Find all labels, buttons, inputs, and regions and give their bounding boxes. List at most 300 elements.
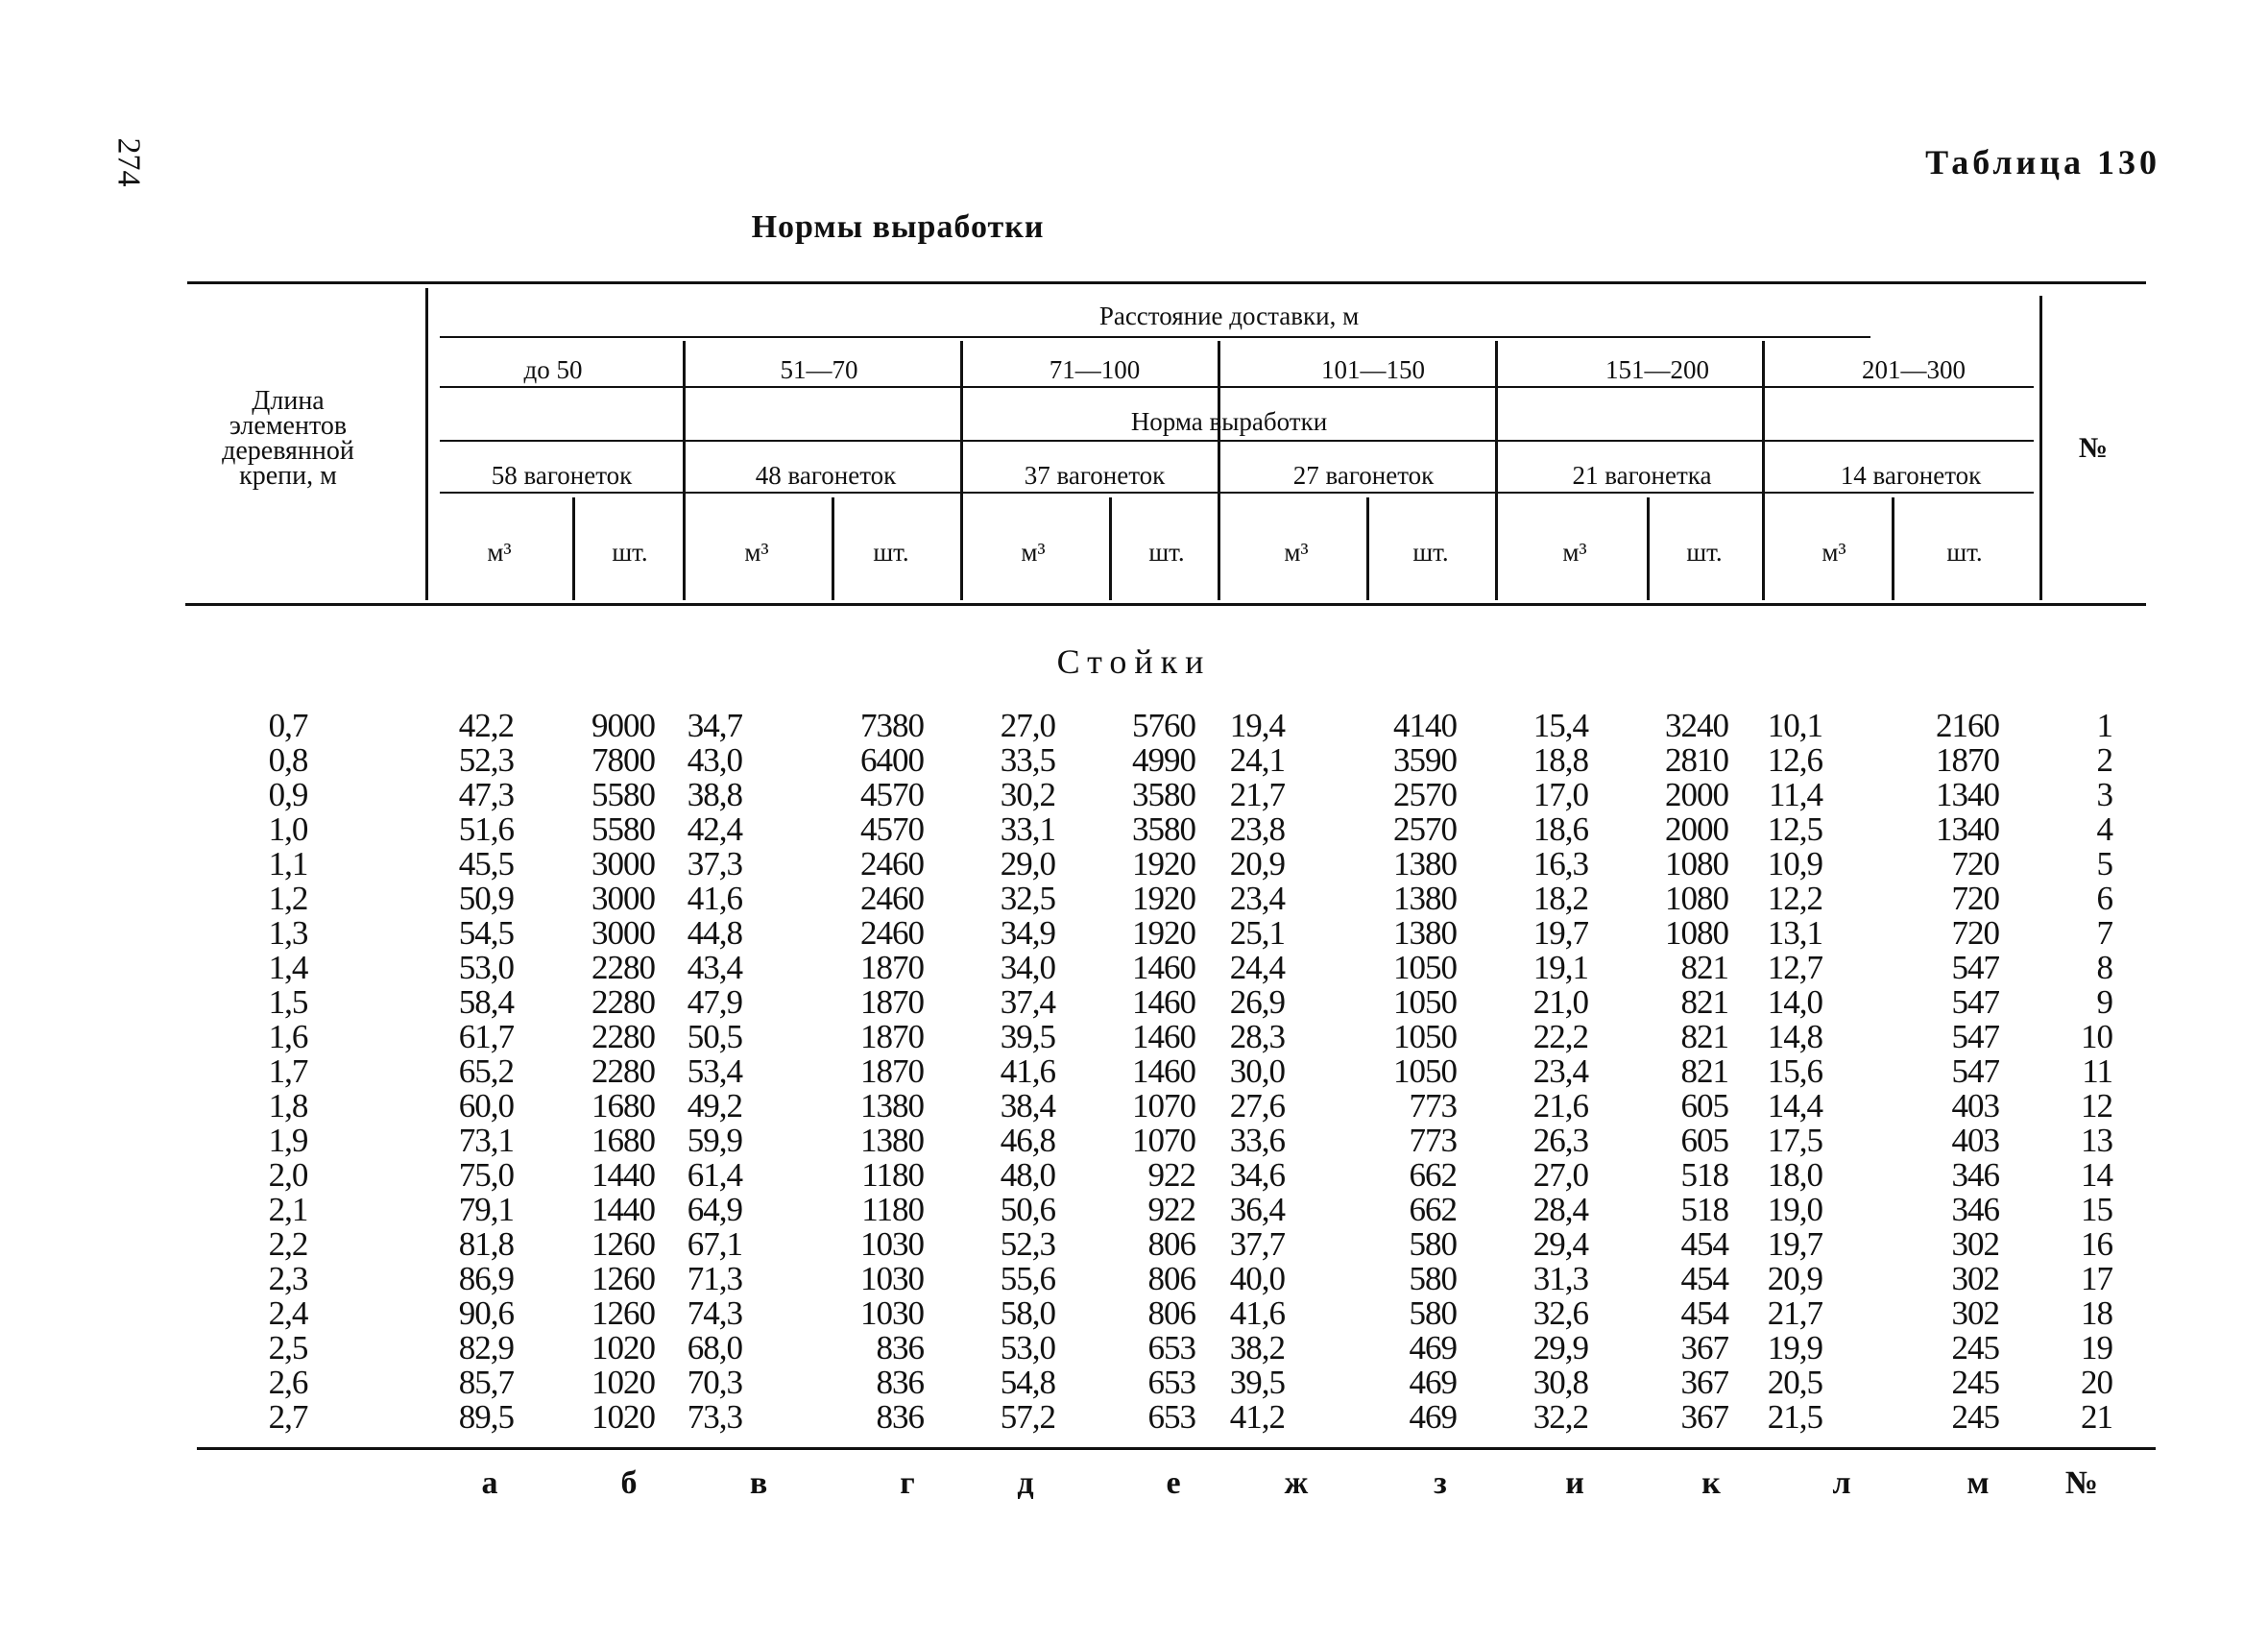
value-cell: 12,7 [1767, 949, 1822, 986]
value-cell: 41,6 [1229, 1294, 1285, 1332]
row-length: 1,1 [268, 845, 308, 882]
value-cell: 302 [1951, 1260, 1999, 1297]
unit-m3: м³ [487, 538, 512, 567]
value-cell: 21,7 [1229, 776, 1285, 813]
value-cell: 1380 [860, 1122, 924, 1159]
value-cell: 31,3 [1532, 1260, 1588, 1297]
value-cell: 367 [1680, 1329, 1728, 1366]
value-cell: 82,9 [458, 1329, 514, 1366]
row-length: 2,5 [268, 1329, 308, 1366]
value-cell: 73,3 [687, 1398, 742, 1436]
value-cell: 42,2 [458, 707, 514, 744]
value-cell: 4570 [860, 810, 924, 848]
column-key: з [1434, 1465, 1447, 1501]
column-key: и [1565, 1465, 1584, 1501]
value-cell: 1380 [1393, 880, 1457, 917]
table-row [0, 1020, 2268, 1054]
value-cell: 1380 [1393, 914, 1457, 952]
row-number: 12 [2081, 1087, 2112, 1124]
row-number: 6 [2096, 880, 2112, 917]
unit-sht: шт. [1686, 538, 1723, 567]
value-cell: 836 [876, 1329, 924, 1366]
unit-divider [832, 497, 834, 600]
value-cell: 32,2 [1532, 1398, 1588, 1436]
top-rule [187, 281, 2146, 284]
unit-m3: м³ [1021, 538, 1046, 567]
value-cell: 346 [1951, 1191, 1999, 1228]
value-cell: 19,1 [1532, 949, 1588, 986]
table-row [0, 1158, 2268, 1193]
value-cell: 1020 [591, 1329, 655, 1366]
group-divider [683, 341, 686, 600]
unit-divider [1892, 497, 1894, 600]
value-cell: 302 [1951, 1225, 1999, 1263]
value-cell: 7380 [860, 707, 924, 744]
value-cell: 403 [1951, 1122, 1999, 1159]
row-label-header: Длина элементов деревянной крепи, м [222, 386, 354, 491]
value-cell: 1460 [1132, 1052, 1195, 1090]
value-cell: 89,5 [458, 1398, 514, 1436]
unit-sht: шт. [1946, 538, 1983, 567]
value-cell: 30,8 [1532, 1364, 1588, 1401]
row-length: 1,8 [268, 1087, 308, 1124]
value-cell: 580 [1409, 1260, 1457, 1297]
value-cell: 922 [1147, 1191, 1195, 1228]
value-cell: 836 [876, 1364, 924, 1401]
value-cell: 53,0 [458, 949, 514, 986]
unit-sht: шт. [873, 538, 909, 567]
wagons-2: 48 вагонеток [755, 461, 897, 490]
value-cell: 1050 [1393, 983, 1457, 1021]
value-cell: 43,4 [687, 949, 742, 986]
value-cell: 653 [1147, 1364, 1195, 1401]
value-cell: 68,0 [687, 1329, 742, 1366]
value-cell: 19,7 [1767, 1225, 1822, 1263]
value-cell: 2280 [591, 1018, 655, 1055]
row-number: 17 [2081, 1260, 2112, 1297]
value-cell: 47,9 [687, 983, 742, 1021]
distance-1: до 50 [523, 355, 583, 384]
value-cell: 1870 [860, 1052, 924, 1090]
value-cell: 39,5 [1229, 1364, 1285, 1401]
table-row [0, 778, 2268, 812]
value-cell: 14,4 [1767, 1087, 1822, 1124]
value-cell: 469 [1409, 1364, 1457, 1401]
column-key: № [2064, 1465, 2099, 1501]
value-cell: 14,0 [1767, 983, 1822, 1021]
value-cell: 367 [1680, 1398, 1728, 1436]
value-cell: 2280 [591, 949, 655, 986]
value-cell: 1030 [860, 1260, 924, 1297]
row-number: 9 [2096, 983, 2112, 1021]
row-length: 2,3 [268, 1260, 308, 1297]
wagon-bottom-rule [440, 492, 2034, 494]
value-cell: 49,2 [687, 1087, 742, 1124]
unit-sht: шт. [1412, 538, 1449, 567]
value-cell: 1020 [591, 1398, 655, 1436]
value-cell: 52,3 [458, 741, 514, 779]
norm-label: Норма выработки [1130, 407, 1328, 436]
value-cell: 79,1 [458, 1191, 514, 1228]
value-cell: 34,6 [1229, 1156, 1285, 1194]
value-cell: 39,5 [1000, 1018, 1055, 1055]
value-cell: 3580 [1132, 776, 1195, 813]
row-number: 3 [2096, 776, 2112, 813]
value-cell: 580 [1409, 1225, 1457, 1263]
table-row [0, 1227, 2268, 1262]
value-cell: 2280 [591, 983, 655, 1021]
value-cell: 32,5 [1000, 880, 1055, 917]
row-length: 1,2 [268, 880, 308, 917]
value-cell: 50,9 [458, 880, 514, 917]
value-cell: 10,9 [1767, 845, 1822, 882]
column-key: ж [1284, 1465, 1309, 1501]
value-cell: 821 [1680, 949, 1728, 986]
value-cell: 5580 [591, 810, 655, 848]
row-length: 1,3 [268, 914, 308, 952]
row-length: 2,7 [268, 1398, 308, 1436]
value-cell: 46,8 [1000, 1122, 1055, 1159]
unit-sht: шт. [1148, 538, 1185, 567]
value-cell: 806 [1147, 1260, 1195, 1297]
value-cell: 1070 [1132, 1087, 1195, 1124]
row-length: 1,9 [268, 1122, 308, 1159]
value-cell: 1870 [860, 983, 924, 1021]
value-cell: 1030 [860, 1225, 924, 1263]
value-cell: 24,4 [1229, 949, 1285, 986]
value-cell: 547 [1951, 1052, 1999, 1090]
value-cell: 1920 [1132, 914, 1195, 952]
row-length: 1,6 [268, 1018, 308, 1055]
value-cell: 1680 [591, 1087, 655, 1124]
value-cell: 547 [1951, 1018, 1999, 1055]
value-cell: 52,3 [1000, 1225, 1055, 1263]
header-right-divider [2039, 296, 2042, 600]
table-row [0, 1331, 2268, 1366]
value-cell: 806 [1147, 1294, 1195, 1332]
value-cell: 2160 [1936, 707, 1999, 744]
distance-label: Расстояние доставки, м [1098, 302, 1360, 330]
value-cell: 38,8 [687, 776, 742, 813]
row-number: 4 [2096, 810, 2112, 848]
value-cell: 53,4 [687, 1052, 742, 1090]
row-length: 0,9 [268, 776, 308, 813]
value-cell: 64,9 [687, 1191, 742, 1228]
row-number: 11 [2082, 1052, 2112, 1090]
row-number: 13 [2081, 1122, 2112, 1159]
row-number: 16 [2081, 1225, 2112, 1263]
column-key: е [1166, 1465, 1181, 1501]
column-key: д [1017, 1465, 1034, 1501]
value-cell: 245 [1951, 1364, 1999, 1401]
table-row [0, 1262, 2268, 1296]
table-row [0, 1296, 2268, 1331]
group-divider [960, 341, 963, 600]
value-cell: 2570 [1393, 810, 1457, 848]
value-cell: 22,2 [1532, 1018, 1588, 1055]
value-cell: 1870 [1936, 741, 1999, 779]
table-row [0, 985, 2268, 1020]
value-cell: 51,6 [458, 810, 514, 848]
value-cell: 32,6 [1532, 1294, 1588, 1332]
value-cell: 17,5 [1767, 1122, 1822, 1159]
value-cell: 15,6 [1767, 1052, 1822, 1090]
value-cell: 85,7 [458, 1364, 514, 1401]
value-cell: 58,4 [458, 983, 514, 1021]
column-key: л [1832, 1465, 1851, 1501]
value-cell: 18,6 [1532, 810, 1588, 848]
row-length: 2,0 [268, 1156, 308, 1194]
value-cell: 806 [1147, 1225, 1195, 1263]
value-cell: 1180 [861, 1156, 924, 1194]
row-length: 1,4 [268, 949, 308, 986]
value-cell: 367 [1680, 1364, 1728, 1401]
unit-m3: м³ [744, 538, 769, 567]
value-cell: 1340 [1936, 810, 1999, 848]
unit-sht: шт. [612, 538, 648, 567]
value-cell: 1020 [591, 1364, 655, 1401]
table-row [0, 1054, 2268, 1089]
table-label: Таблица 130 [1925, 143, 2160, 181]
value-cell: 605 [1680, 1087, 1728, 1124]
value-cell: 403 [1951, 1087, 1999, 1124]
unit-divider [1647, 497, 1650, 600]
value-cell: 2570 [1393, 776, 1457, 813]
value-cell: 27,0 [1532, 1156, 1588, 1194]
value-cell: 33,6 [1229, 1122, 1285, 1159]
value-cell: 12,2 [1767, 880, 1822, 917]
value-cell: 54,5 [458, 914, 514, 952]
value-cell: 2280 [591, 1052, 655, 1090]
table-row [0, 916, 2268, 951]
value-cell: 469 [1409, 1398, 1457, 1436]
value-cell: 7800 [591, 741, 655, 779]
value-cell: 836 [876, 1398, 924, 1436]
value-cell: 2810 [1665, 741, 1728, 779]
value-cell: 1920 [1132, 845, 1195, 882]
value-cell: 2460 [860, 914, 924, 952]
value-cell: 18,2 [1532, 880, 1588, 917]
value-cell: 33,5 [1000, 741, 1055, 779]
column-key: г [900, 1465, 915, 1501]
row-length: 2,4 [268, 1294, 308, 1332]
value-cell: 1030 [860, 1294, 924, 1332]
value-cell: 58,0 [1000, 1294, 1055, 1332]
row-number: 14 [2081, 1156, 2112, 1194]
value-cell: 19,7 [1532, 914, 1588, 952]
value-cell: 34,9 [1000, 914, 1055, 952]
value-cell: 821 [1680, 1018, 1728, 1055]
distance-5: 151—200 [1605, 355, 1709, 384]
value-cell: 5760 [1132, 707, 1195, 744]
value-cell: 24,1 [1229, 741, 1285, 779]
value-cell: 3000 [591, 845, 655, 882]
value-cell: 454 [1680, 1225, 1728, 1263]
value-cell: 1460 [1132, 983, 1195, 1021]
value-cell: 1440 [591, 1191, 655, 1228]
value-cell: 1380 [860, 1087, 924, 1124]
table-row [0, 882, 2268, 916]
value-cell: 45,5 [458, 845, 514, 882]
unit-divider [1109, 497, 1112, 600]
page-title: Нормы выработки [751, 209, 1045, 245]
column-key: м [1966, 1465, 1990, 1501]
value-cell: 28,3 [1229, 1018, 1285, 1055]
value-cell: 40,0 [1229, 1260, 1285, 1297]
bottom-rule [197, 1447, 2156, 1450]
row-length: 1,0 [268, 810, 308, 848]
value-cell: 33,1 [1000, 810, 1055, 848]
value-cell: 71,3 [687, 1260, 742, 1297]
row-number: 5 [2096, 845, 2112, 882]
value-cell: 20,9 [1767, 1260, 1822, 1297]
value-cell: 28,4 [1532, 1191, 1588, 1228]
value-cell: 1870 [860, 1018, 924, 1055]
value-cell: 41,2 [1229, 1398, 1285, 1436]
value-cell: 36,4 [1229, 1191, 1285, 1228]
table-row [0, 743, 2268, 778]
value-cell: 773 [1409, 1122, 1457, 1159]
value-cell: 653 [1147, 1398, 1195, 1436]
value-cell: 43,0 [687, 741, 742, 779]
value-cell: 13,1 [1767, 914, 1822, 952]
value-cell: 41,6 [687, 880, 742, 917]
value-cell: 65,2 [458, 1052, 514, 1090]
value-cell: 29,0 [1000, 845, 1055, 882]
value-cell: 1050 [1393, 1052, 1457, 1090]
value-cell: 15,4 [1532, 707, 1588, 744]
value-cell: 469 [1409, 1329, 1457, 1366]
table-row [0, 709, 2268, 743]
value-cell: 73,1 [458, 1122, 514, 1159]
value-cell: 245 [1951, 1398, 1999, 1436]
value-cell: 54,8 [1000, 1364, 1055, 1401]
value-cell: 90,6 [458, 1294, 514, 1332]
page-number: 274 [110, 137, 147, 187]
value-cell: 57,2 [1000, 1398, 1055, 1436]
value-cell: 346 [1951, 1156, 1999, 1194]
value-cell: 21,6 [1532, 1087, 1588, 1124]
value-cell: 454 [1680, 1294, 1728, 1332]
row-length: 2,2 [268, 1225, 308, 1263]
value-cell: 1870 [860, 949, 924, 986]
unit-m3: м³ [1562, 538, 1587, 567]
value-cell: 821 [1680, 1052, 1728, 1090]
table-row [0, 1089, 2268, 1124]
wagons-5: 21 вагонетка [1572, 461, 1712, 490]
value-cell: 11,4 [1769, 776, 1822, 813]
value-cell: 34,0 [1000, 949, 1055, 986]
value-cell: 2000 [1665, 776, 1728, 813]
row-length: 0,8 [268, 741, 308, 779]
value-cell: 37,7 [1229, 1225, 1285, 1263]
value-cell: 10,1 [1767, 707, 1822, 744]
distance-2: 51—70 [780, 355, 858, 384]
unit-divider [572, 497, 575, 600]
distance-6: 201—300 [1862, 355, 1966, 384]
value-cell: 20,5 [1767, 1364, 1822, 1401]
distance-bottom-rule [440, 386, 2034, 388]
header-bottom-rule [185, 603, 2146, 606]
value-cell: 48,0 [1000, 1156, 1055, 1194]
value-cell: 653 [1147, 1329, 1195, 1366]
value-cell: 1920 [1132, 880, 1195, 917]
distance-rule [440, 336, 1870, 338]
value-cell: 3580 [1132, 810, 1195, 848]
value-cell: 518 [1680, 1156, 1728, 1194]
value-cell: 6400 [860, 741, 924, 779]
wagons-4: 27 вагонеток [1292, 461, 1435, 490]
value-cell: 1680 [591, 1122, 655, 1159]
value-cell: 4140 [1393, 707, 1457, 744]
table-row [0, 847, 2268, 882]
value-cell: 37,4 [1000, 983, 1055, 1021]
value-cell: 34,7 [687, 707, 742, 744]
value-cell: 27,0 [1000, 707, 1055, 744]
value-cell: 2000 [1665, 810, 1728, 848]
unit-m3: м³ [1284, 538, 1309, 567]
value-cell: 3240 [1665, 707, 1728, 744]
value-cell: 19,4 [1229, 707, 1285, 744]
table-row [0, 1193, 2268, 1227]
value-cell: 12,5 [1767, 810, 1822, 848]
column-key: а [481, 1465, 498, 1501]
value-cell: 16,3 [1532, 845, 1588, 882]
value-cell: 61,7 [458, 1018, 514, 1055]
value-cell: 26,9 [1229, 983, 1285, 1021]
value-cell: 1460 [1132, 1018, 1195, 1055]
value-cell: 1050 [1393, 1018, 1457, 1055]
value-cell: 41,6 [1000, 1052, 1055, 1090]
value-cell: 773 [1409, 1087, 1457, 1124]
value-cell: 75,0 [458, 1156, 514, 1194]
value-cell: 1070 [1132, 1122, 1195, 1159]
value-cell: 38,2 [1229, 1329, 1285, 1366]
section-title: Стойки [1056, 642, 1212, 681]
value-cell: 2460 [860, 880, 924, 917]
row-number: 7 [2096, 914, 2112, 952]
row-number: 18 [2081, 1294, 2112, 1332]
value-cell: 60,0 [458, 1087, 514, 1124]
value-cell: 67,1 [687, 1225, 742, 1263]
value-cell: 1050 [1393, 949, 1457, 986]
column-key: к [1701, 1465, 1721, 1501]
value-cell: 3000 [591, 880, 655, 917]
row-length: 1,7 [268, 1052, 308, 1090]
value-cell: 14,8 [1767, 1018, 1822, 1055]
value-cell: 18,8 [1532, 741, 1588, 779]
value-cell: 1260 [591, 1260, 655, 1297]
row-length: 1,5 [268, 983, 308, 1021]
row-number: 10 [2081, 1018, 2112, 1055]
value-cell: 547 [1951, 983, 1999, 1021]
column-key: б [620, 1465, 638, 1501]
value-cell: 70,3 [687, 1364, 742, 1401]
value-cell: 1260 [591, 1294, 655, 1332]
value-cell: 23,4 [1229, 880, 1285, 917]
value-cell: 86,9 [458, 1260, 514, 1297]
value-cell: 1080 [1665, 845, 1728, 882]
value-cell: 27,6 [1229, 1087, 1285, 1124]
distance-3: 71—100 [1049, 355, 1141, 384]
value-cell: 3000 [591, 914, 655, 952]
value-cell: 5580 [591, 776, 655, 813]
value-cell: 50,6 [1000, 1191, 1055, 1228]
row-length: 2,1 [268, 1191, 308, 1228]
value-cell: 245 [1951, 1329, 1999, 1366]
value-cell: 1080 [1665, 914, 1728, 952]
value-cell: 21,0 [1532, 983, 1588, 1021]
